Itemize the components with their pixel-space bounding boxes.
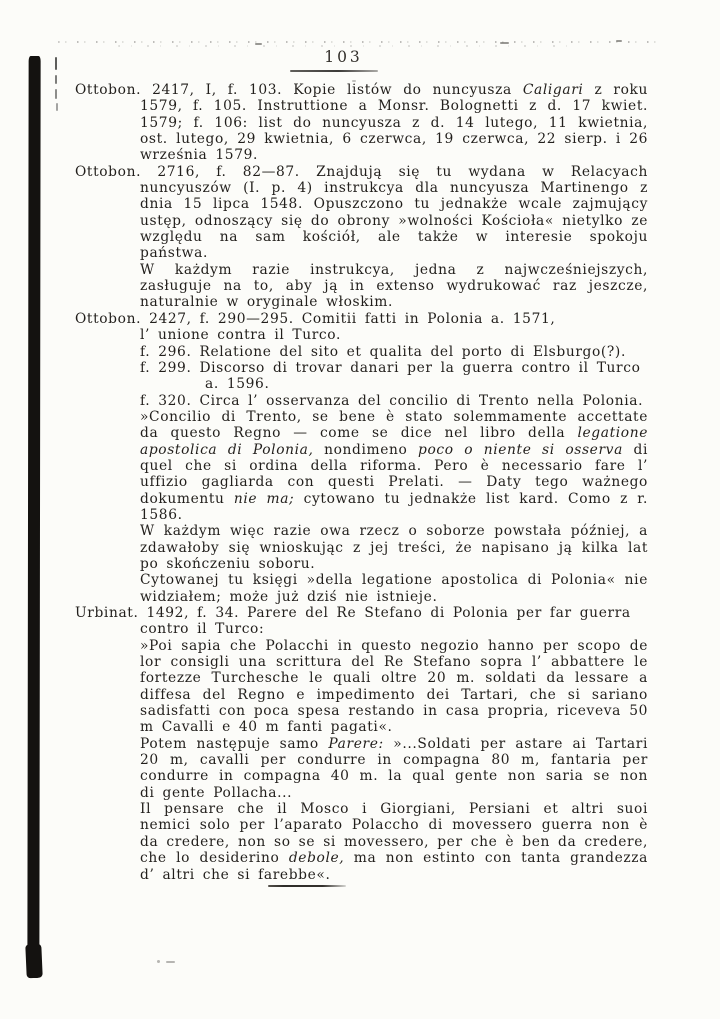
paragraph xyxy=(140,409,648,523)
text-run: Il pensare che il Mosco i Giorgiani, Persiani et altri suoi nemici solo per l’aparato Polaccho di movessero guerra non è da credere, non so se si movessero, per che è ben da credere, che lo desiderino xyxy=(140,801,648,867)
italic-text: Parere: xyxy=(328,735,384,752)
paragraph xyxy=(140,801,648,883)
paragraph xyxy=(140,736,648,801)
paragraph xyxy=(140,638,648,736)
binding-bar-foot xyxy=(25,944,42,979)
paragraph xyxy=(140,262,648,311)
scan-noise-band xyxy=(118,45,580,47)
italic-text: Caligari xyxy=(522,82,584,98)
paragraph xyxy=(205,376,648,392)
text-run: »...Soldati per astare ai Tartari 20 m, cavalli per condurre in compagna 80 m, fantaria per condurre in compagna 40 m. la qual gente non saria se non di gente Pollacha... xyxy=(140,735,648,801)
paragraph xyxy=(75,163,648,262)
italic-text: poco o niente si osserva xyxy=(418,441,623,458)
text-run: f. 320. Circa l’ osservanza del concilio di Trento nella Polonia. xyxy=(140,392,644,409)
scan-noise-band xyxy=(58,41,660,43)
text-run: »Poi sapia che Polacchi in questo negozio hanno per scopo de lor consigli una scrittura del Re Stefano sopra l’ abbattere le fortezze Turchesche le quali oltre 20 m. soldati da lessare a diffesa del Regno e impedimento dei Tartari, che si sariano sadisfatti con poca spesa restando in casa propria, riceveva 50 m Cavalli e 40 m fanti pagati«. xyxy=(140,637,648,736)
entry-ottobon-2427 xyxy=(75,311,648,605)
paragraph xyxy=(140,360,648,376)
end-rule xyxy=(268,885,346,887)
page-number-rule xyxy=(290,70,378,72)
scan-speck xyxy=(255,43,262,45)
text-run: Urbinat. 1492, f. 34. Parere del Re Stefano di Polonia per far guerra xyxy=(75,605,631,621)
text-run: W każdym razie instrukcya, jedna z najwcześniejszych, zasługuje na to, aby ją in extenso wydrukować raz jeszcze, naturalnie w oryginale włoskim. xyxy=(140,261,648,311)
text-run: W każdym więc razie owa rzecz o soborze powstała później, a zdawałoby się wnioskując z jej treści, że napisano ją kilka lat po skończeniu soboru. xyxy=(140,523,648,572)
text-run: a. 1596. xyxy=(205,376,270,393)
gutter-mark xyxy=(55,89,57,99)
binding-bar xyxy=(27,56,40,978)
text-run: Cytowanej tu księgi »della legatione apostolica di Polonia« nie widziałem; może już dziś nie istnieje. xyxy=(140,572,648,605)
text-run: Ottobon. 2427, f. 290—295. Comitii fatti in Polonia a. 1571, xyxy=(75,310,556,327)
gutter-mark xyxy=(56,103,58,111)
content xyxy=(75,82,648,883)
scan-speck xyxy=(166,961,175,963)
text-run: ma non estinto con tanta grandezza d’ altri che si farebbe«. xyxy=(140,850,648,883)
italic-text: debole, xyxy=(288,850,345,867)
text-run: »Concilio di Trento, se bene è stato solemmamente accettate da questo Regno — come se dice nel libro della xyxy=(140,408,648,442)
text-run: cytowano tu jednakże list kard. Como z r. 1586. xyxy=(140,490,648,523)
entry-ottobon-2716 xyxy=(75,164,648,311)
text-run: f. 296. Relatione del sito et qualita del porto di Elsburgo(?). xyxy=(140,343,626,360)
paragraph xyxy=(75,310,648,344)
scan-speck xyxy=(157,960,160,963)
entry-ottobon-2417 xyxy=(75,82,648,164)
paragraph xyxy=(75,82,648,164)
paragraph xyxy=(75,605,648,638)
text-run: di quel che si ordina della riforma. Pero è necessario fare l’ uffizio gagliarda con questi Prelati. — Daty tego ważnego dokumentu xyxy=(140,441,649,507)
text-run: z roku 1579, f. 105. Instruttione a Monsr. Bolognetti z d. 17 kwiet. 1579; f. 106: list do nuncyusza z d. 14 lutego, 11 kwietnia, ost. lutego, 29 kwietnia, 6 czerwca, 19 czerwca, 22 sierp. i 26 września 1579. xyxy=(140,82,648,164)
text-run: Ottobon. 2716, f. 82—87. Znajdują się tu wydana w Relacyach nuncyuszów (I. p. 4) instrukcya dla nuncyusza Martinengo z dnia 15 lipca 1548. Opuszczono tu jednakże wcale zajmujący ustęp, odnoszący się do obrony »wolności Kościoła« nietylko ze względu na sam kościół, ale także w interesie spokoju państwa. xyxy=(75,163,648,262)
gutter-mark xyxy=(55,75,57,84)
text-run: l’ unione contra il Turco. xyxy=(140,327,341,344)
italic-text: legatione apostolica di Polonia, xyxy=(140,425,648,458)
paragraph xyxy=(140,523,648,572)
text-run: Ottobon. 2417, I, f. 103. Kopie listów do nuncyusza xyxy=(75,82,523,98)
paragraph xyxy=(140,572,648,605)
paragraph xyxy=(140,393,648,409)
scan-speck xyxy=(500,42,509,44)
entry-urbinat-1492 xyxy=(75,605,648,883)
page-number: 103 xyxy=(324,48,363,66)
paragraph xyxy=(140,344,648,360)
text-run: contro il Turco: xyxy=(140,621,265,638)
text-run: Potem następuje samo xyxy=(140,735,329,752)
text-run: nondimeno xyxy=(313,441,418,458)
italic-text: nie ma; xyxy=(233,490,295,507)
scan-speck xyxy=(616,40,622,42)
text-run: f. 299. Discorso di trovar danari per la guerra contro il Turco xyxy=(140,359,641,376)
